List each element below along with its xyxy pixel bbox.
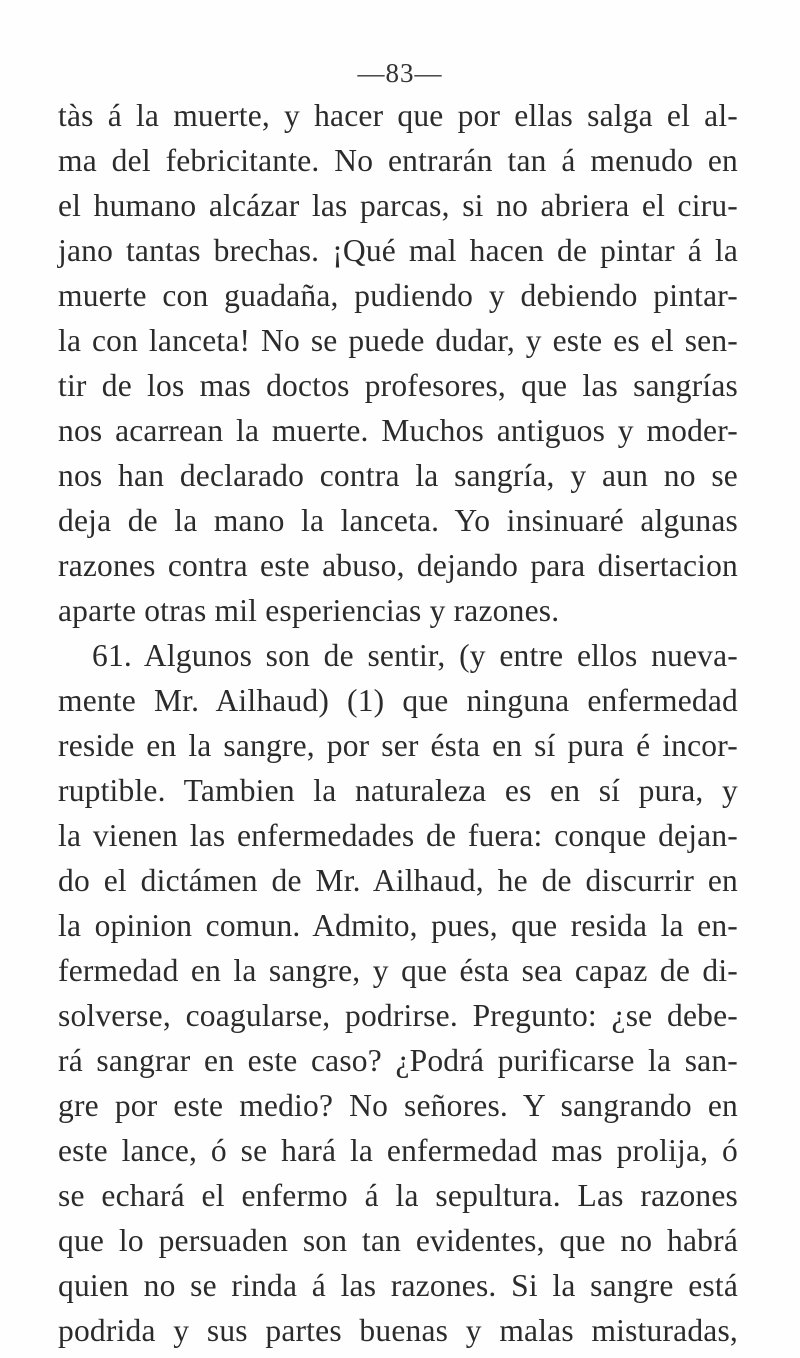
text-line: quien no se rinda á las razones. Si la sangre está [58, 1268, 738, 1303]
text-line: ma del febricitante. No entrarán tan á menudo en [58, 143, 738, 178]
text-line: tàs á la muerte, y hacer que por ellas salga el al- [58, 98, 738, 133]
text-line: tir de los mas doctos profesores, que las sangrías [58, 368, 738, 403]
text-line: jano tantas brechas. ¡Qué mal hacen de pintar á la [58, 233, 738, 268]
text-line: gre por este medio? No señores. Y sangrando en [58, 1088, 738, 1123]
text-line: razones contra este abuso, dejando para disertacion [58, 548, 738, 583]
text-line: este lance, ó se hará la enfermedad mas prolija, ó [58, 1133, 738, 1168]
text-line: solverse, coagularse, podrirse. Pregunto: ¿se debe- [58, 998, 738, 1033]
text-line: deja de la mano la lanceta. Yo insinuaré algunas [58, 503, 738, 538]
text-line: rá sangrar en este caso? ¿Podrá purificarse la san- [58, 1043, 738, 1078]
text-line: la con lanceta! No se puede dudar, y este es el sen- [58, 323, 738, 358]
paragraph-end-line: aparte otras mil esperiencias y razones. [58, 593, 560, 628]
text-line: do el dictámen de Mr. Ailhaud, he de discurrir en [58, 863, 738, 898]
text-line: reside en la sangre, por ser ésta en sí pura é incor- [58, 728, 738, 763]
text-line: la vienen las enfermedades de fuera: conque dejan- [58, 818, 738, 853]
text-line: se echará el enfermo á la sepultura. Las razones [58, 1178, 738, 1213]
text-line: fermedad en la sangre, y que ésta sea capaz de di- [58, 953, 738, 988]
text-line: podrida y sus partes buenas y malas misturadas, [58, 1313, 738, 1348]
text-line: mente Mr. Ailhaud) (1) que ninguna enfermedad [58, 683, 738, 718]
text-line: el humano alcázar las parcas, si no abriera el ciru- [58, 188, 738, 223]
text-line: que lo persuaden son tan evidentes, que no habrá [58, 1223, 738, 1258]
text-line: la opinion comun. Admito, pues, que resida la en- [58, 908, 738, 943]
text-line: muerte con guadaña, pudiendo y debiendo pintar- [58, 278, 738, 313]
text-line: nos acarrean la muerte. Muchos antiguos y moder- [58, 413, 738, 448]
page-number: —83— [357, 58, 443, 88]
paragraph-start-line: 61. Algunos son de sentir, (y entre ellos nueva- [92, 638, 738, 673]
text-line: nos han declarado contra la sangría, y aun no se [58, 458, 738, 493]
text-line: ruptible. Tambien la naturaleza es en sí pura, y [58, 773, 738, 808]
